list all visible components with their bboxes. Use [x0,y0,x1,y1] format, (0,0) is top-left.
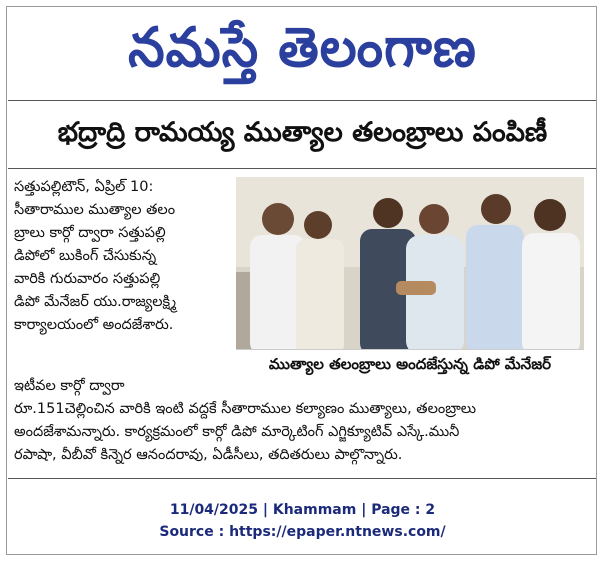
photo-caption: ముత్యాల తలంబ్రాలు అందజేస్తున్న డిపో మేనేజర్ [236,349,584,378]
clipping-info: 11/04/2025 | Khammam | Page : 2 [169,502,436,518]
article-headline: భద్రాద్రి రామయ్య ముత్యాల తలంబ్రాలు పంపిణీ [57,117,548,148]
article-line: సత్తుపల్లిటౌన్, ఏప్రిల్ 10: [14,179,154,195]
news-photo [236,177,584,377]
newspaper-masthead: నమస్తే తెలంగాణ [128,16,477,80]
headline-divider [8,168,596,169]
article-line: అందజేశామన్నారు. కార్యక్రమంలో కార్గో డిపో మార్కెటింగ్ ఎగ్జిక్యూటివ్ ఎస్కే.మునీ [14,424,460,440]
article-column [14,176,228,337]
source-link[interactable]: Source : https://epaper.ntnews.com/ [159,524,446,540]
article-line: కార్యాలయంలో అందజేశారు. [14,317,174,333]
article-line: వారికి గురువారం సత్తుపల్లి [14,271,161,287]
footer-divider [8,478,596,479]
article-line: సీతారాముల ముత్యాల తలం [14,202,176,218]
article-line: డిపోలో బుకింగ్ చేసుకున్న [14,248,157,264]
photo-illustration [236,177,584,377]
article-line: డిపో మేనేజర్ యు.రాజ్యలక్ష్మి [14,294,177,310]
article-line: బ్రాలు కార్గో ద్వారా సత్తుపల్లి [14,225,166,241]
article-line: రపాషా, వీబీవో కిన్నెర ఆనందరావు, ఏడీసీలు, తదితరులు పాల్గొన్నారు. [14,447,403,463]
article-line: రూ.151చెల్లించిన వారికి ఇంటి వద్దకే సీతారాముల కల్యాణం ముత్యాలు, తలంబ్రాలు [14,401,477,417]
article-line: ఇటీవల కార్గో ద్వారా [14,378,125,394]
top-divider [8,100,596,101]
article-continuation [14,375,594,467]
